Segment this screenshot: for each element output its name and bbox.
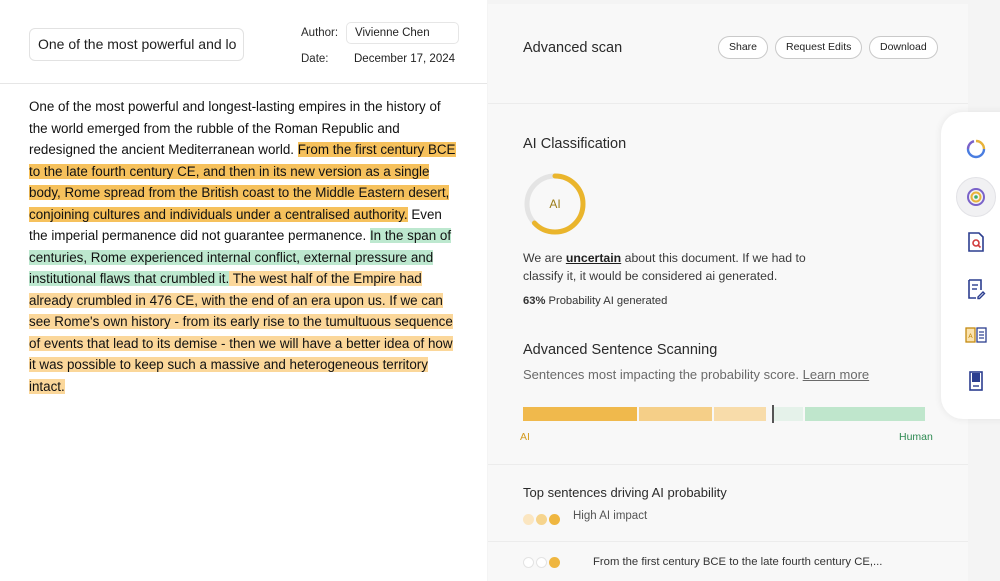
scan-bar-ai-medium[interactable] bbox=[639, 407, 712, 421]
share-button[interactable]: Share bbox=[718, 36, 768, 59]
overview-tool-button[interactable] bbox=[961, 134, 991, 164]
subtitle-text: Sentences most impacting the probability score. bbox=[523, 367, 800, 382]
classification-title: AI Classification bbox=[523, 136, 627, 152]
target-icon bbox=[965, 186, 987, 208]
compare-icon bbox=[964, 325, 988, 345]
sentence-impact-dots bbox=[523, 554, 562, 572]
impact-dot-high bbox=[549, 557, 560, 568]
download-button[interactable]: Download bbox=[869, 36, 938, 59]
document-text[interactable] bbox=[29, 96, 461, 397]
edit-tool-button[interactable] bbox=[961, 274, 991, 304]
impact-dot-high bbox=[549, 514, 560, 525]
impact-dot-empty bbox=[523, 557, 534, 568]
sentence-segment-ai-light[interactable]: The west half of the Empire had already crumbled in 476 CE, with the end of an era upon us. If we can see Rome's own history - from its early rise to the tumultuous sequence of events that lead to its demise - then we will have a better idea of how it was possible to keep such a massive and heterogeneous territory intact. bbox=[29, 271, 453, 394]
ai-scan-tool-button[interactable] bbox=[956, 177, 996, 217]
bookmark-icon bbox=[966, 370, 986, 392]
axis-ai-label: AI bbox=[520, 431, 530, 443]
document-header bbox=[0, 0, 487, 84]
verdict-suffix: about this document. If we had to classify it, it would be considered ai generated. bbox=[523, 251, 806, 283]
reading-tool-button[interactable] bbox=[961, 320, 991, 350]
scan-bar-neutral[interactable] bbox=[774, 407, 803, 421]
ai-classification-section bbox=[488, 104, 968, 464]
date-value: December 17, 2024 bbox=[354, 53, 456, 65]
probability-line bbox=[523, 295, 667, 307]
document-panel bbox=[0, 0, 487, 581]
impact-label: High AI impact bbox=[573, 510, 648, 522]
sentence-segment: Even the imperial permanence did not guarantee permanence. bbox=[29, 206, 442, 243]
axis-human-label: Human bbox=[899, 431, 933, 443]
svg-text:A: A bbox=[968, 332, 973, 340]
sentence-segment-human[interactable]: In the span of centuries, Rome experienced internal conflict, external pressure and institutional flaws that crumbled it. bbox=[29, 228, 452, 286]
top-sentence-text: From the first century BCE to the late fourth century CE,... bbox=[593, 556, 883, 568]
learn-more-link[interactable]: Learn more bbox=[802, 367, 870, 382]
probability-text: Probability AI generated bbox=[548, 295, 668, 307]
author-label: Author: bbox=[301, 27, 339, 39]
scan-header bbox=[488, 4, 968, 104]
date-label: Date: bbox=[301, 53, 329, 65]
impact-dot-low bbox=[523, 514, 534, 525]
analysis-panel bbox=[488, 4, 968, 581]
plagiarism-tool-button[interactable] bbox=[961, 227, 991, 257]
scan-bar-human[interactable] bbox=[805, 407, 925, 421]
document-title-input[interactable]: One of the most powerful and lo bbox=[29, 28, 244, 61]
ring-chart-icon bbox=[965, 138, 987, 160]
scan-bar-ai-strong[interactable] bbox=[523, 407, 637, 421]
request-edits-button[interactable]: Request Edits bbox=[775, 36, 862, 59]
verdict-prefix: We are bbox=[523, 251, 566, 265]
impact-dots bbox=[523, 511, 562, 529]
classification-verdict bbox=[523, 249, 823, 285]
impact-dot-empty bbox=[536, 557, 547, 568]
scan-bar-ai-light[interactable] bbox=[714, 407, 766, 421]
author-field[interactable]: Vivienne Chen bbox=[346, 22, 459, 44]
document-search-icon bbox=[966, 231, 986, 253]
sentence-scan-title: Advanced Sentence Scanning bbox=[523, 342, 718, 358]
sentence-segment-ai-strong[interactable]: From the first century BCE to the late fourth century CE, and then in its new version as a single body, Rome spread from the British coast to the Middle Eastern desert, conjoining cultures and individuals under a centralised authority. bbox=[29, 142, 456, 222]
impact-dot-mid bbox=[536, 514, 547, 525]
citation-tool-button[interactable] bbox=[961, 366, 991, 396]
top-sentences-title: Top sentences driving AI probability bbox=[523, 485, 727, 500]
top-sentence-row[interactable] bbox=[488, 541, 968, 581]
document-edit-icon bbox=[966, 278, 986, 300]
ring-label: AI bbox=[549, 197, 561, 211]
sentence-scan-subtitle bbox=[523, 367, 869, 382]
verdict-uncertain[interactable]: uncertain bbox=[565, 251, 622, 265]
scan-title: Advanced scan bbox=[523, 40, 623, 56]
sentence-segment: One of the most powerful and longest-lasting empires in the history of the world emerged from the rubble of the Roman Republic and redesigned the ancient Mediterranean world. bbox=[29, 99, 441, 157]
top-sentences-section bbox=[488, 464, 968, 581]
probability-value: 63% bbox=[523, 295, 546, 307]
tool-rail bbox=[941, 112, 1000, 419]
